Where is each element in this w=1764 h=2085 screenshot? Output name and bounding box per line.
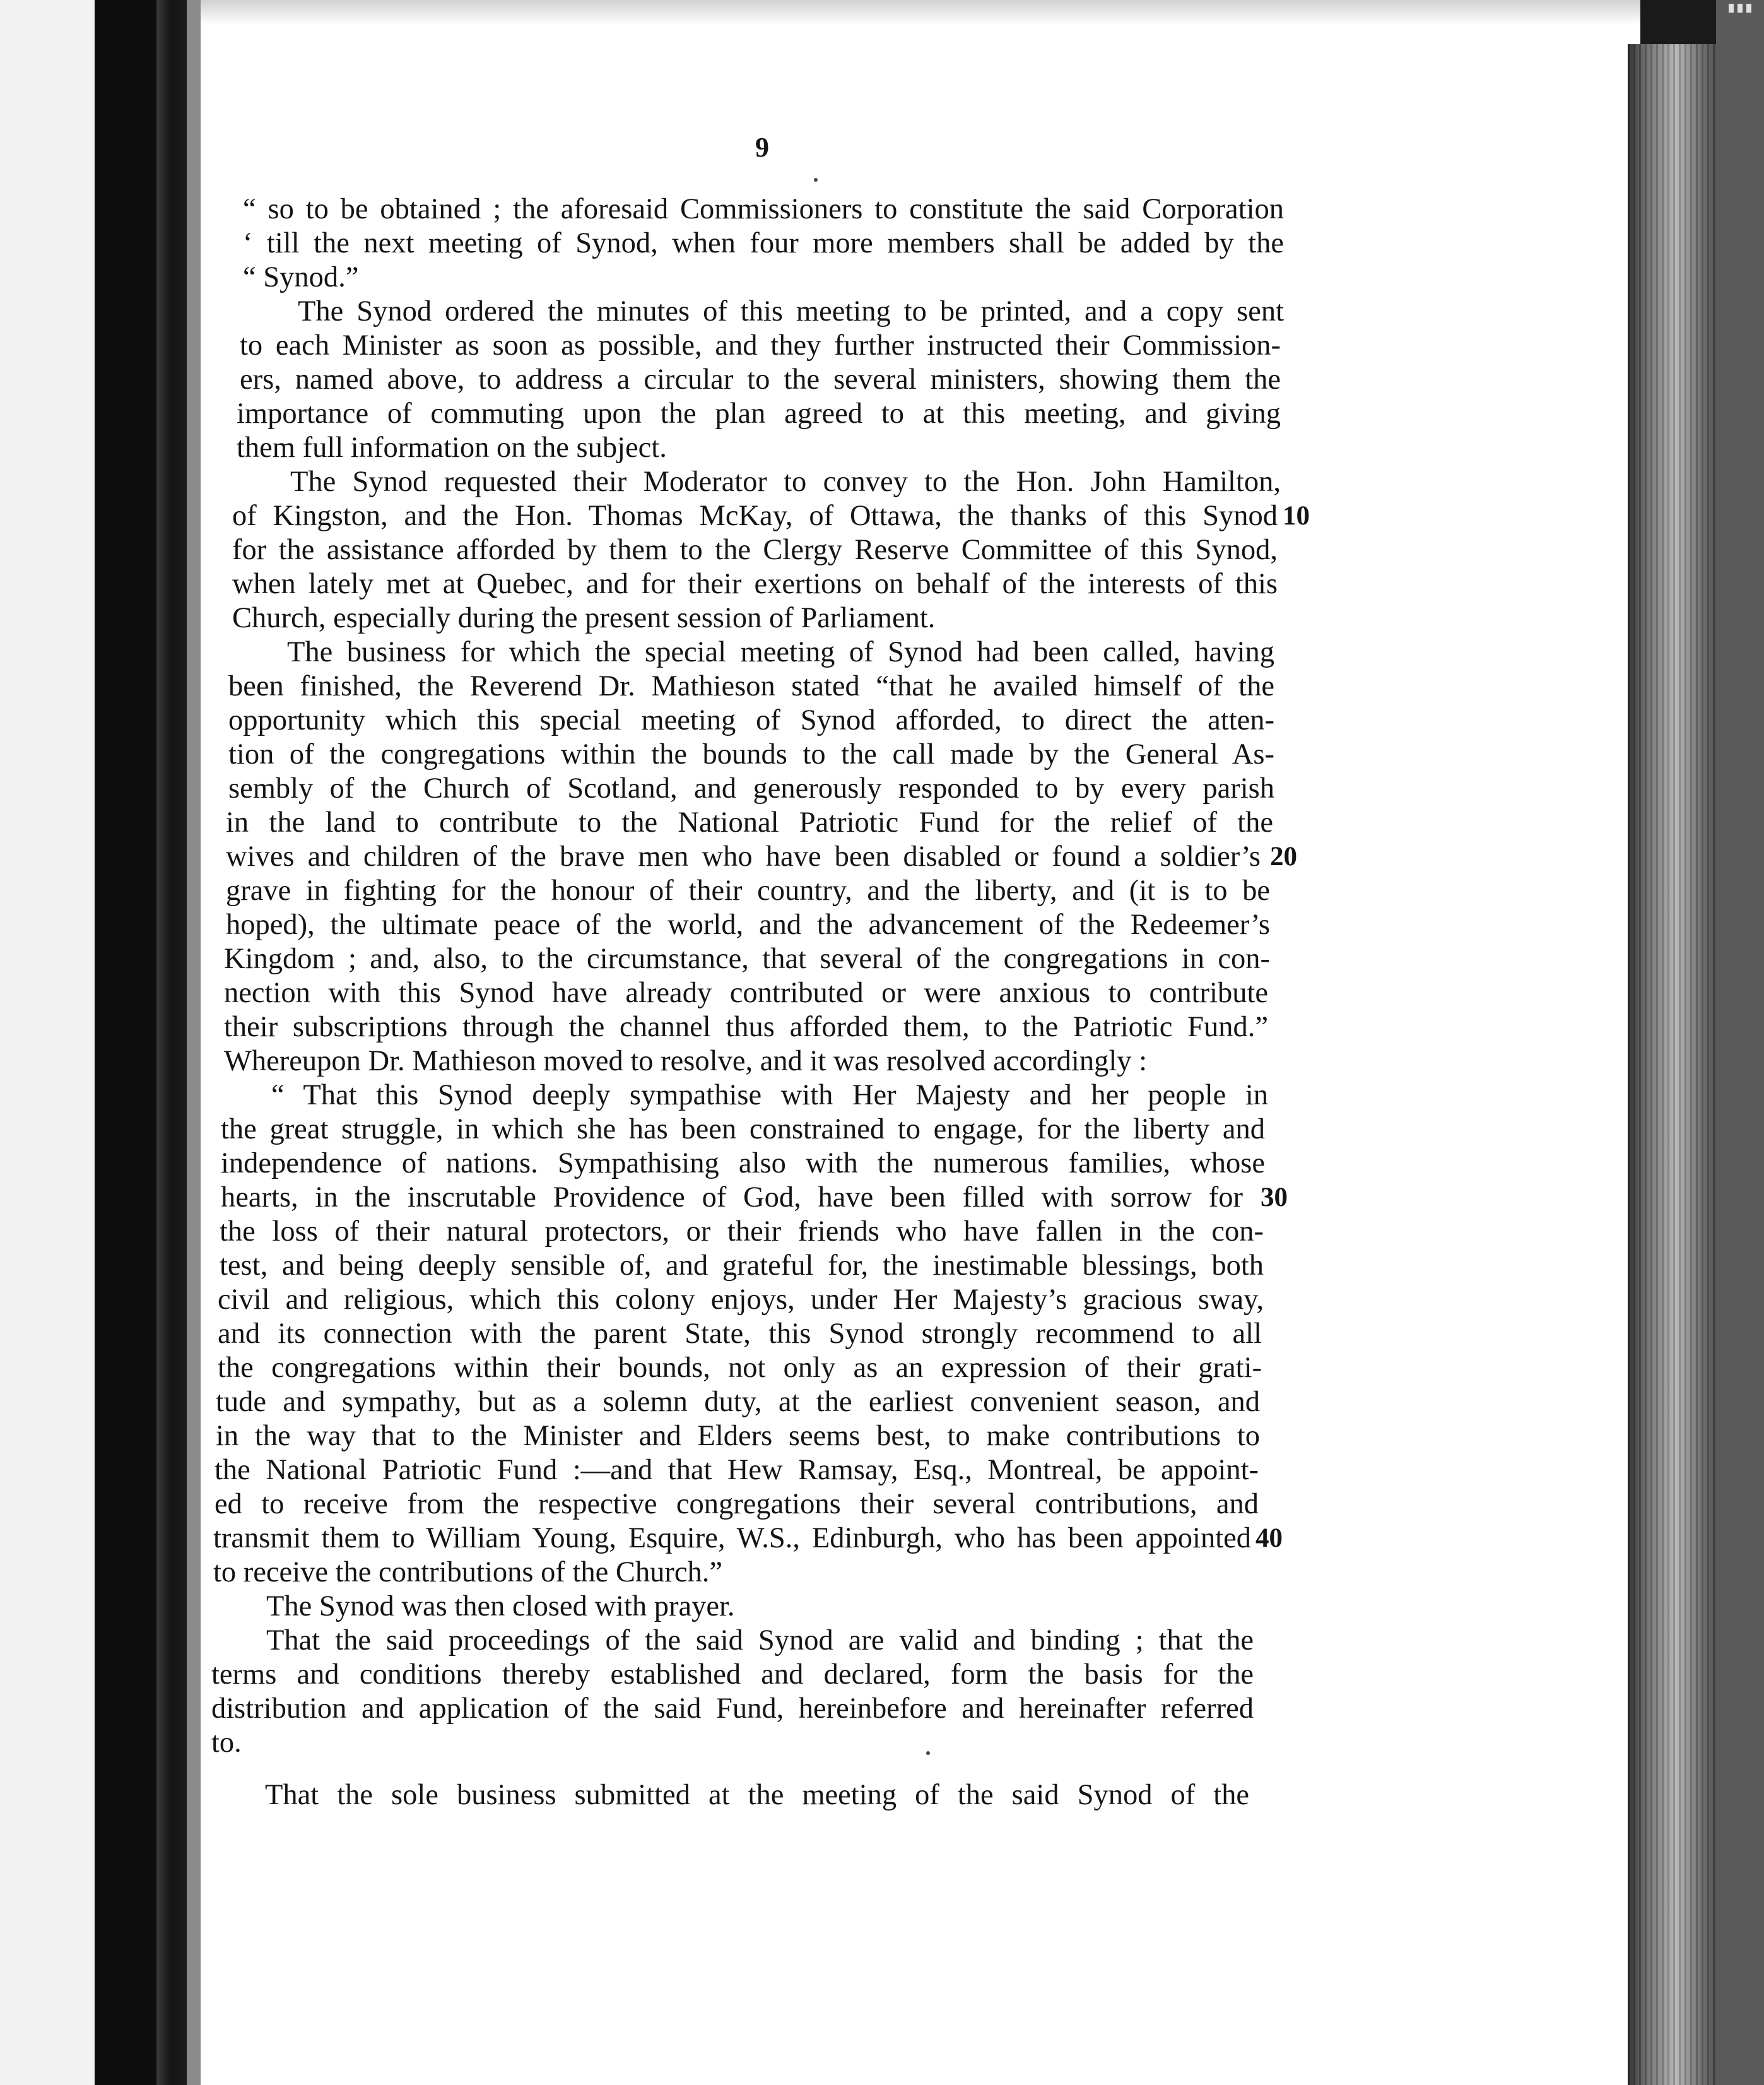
corner-mark (1729, 4, 1760, 15)
text-line: in the way that to the Minister and Elders seems best, to make contributions to (216, 1420, 1260, 1452)
text-line: The Synod requested their Moderator to convey to the Hon. John Hamilton, (290, 466, 1281, 498)
text-line: in the land to contribute to the National Patriotic Fund for the relief of the (226, 806, 1273, 839)
left-margin (0, 0, 95, 2085)
text-line: distribution and application of the said Fund, hereinbefore and hereinafter referred (211, 1692, 1254, 1725)
text-line: grave in fighting for the honour of their country, and the liberty, and (it is to be (226, 875, 1270, 907)
text-line: to each Minister as soon as possible, and they further instructed their Commission- (240, 329, 1281, 362)
text-line: “ Synod.” (243, 261, 359, 293)
text-line: to receive the contributions of the Church.” (213, 1556, 723, 1588)
text-line: “ so to be obtained ; the aforesaid Commissioners to constitute the said Corporation (243, 193, 1284, 225)
margin-line-number: 30 (1261, 1183, 1288, 1212)
right-margin (1716, 0, 1764, 2085)
text-line: ed to receive from the respective congregations their several contributions, and (215, 1488, 1259, 1520)
text-line: tude and sympathy, but as a solemn duty, at the earliest convenient season, and (216, 1386, 1260, 1418)
text-line: them full information on the subject. (237, 432, 667, 464)
text-line: hoped), the ultimate peace of the world, and the advancement of the Redeemer’s (226, 909, 1270, 941)
text-line: That the said proceedings of the said Synod are valid and binding ; that the (266, 1624, 1254, 1657)
text-line: to. (211, 1727, 242, 1759)
text-line: Kingdom ; and, also, to the circumstance, that several of the congregations in con- (224, 943, 1270, 975)
margin-line-number: 20 (1270, 842, 1297, 871)
text-line: the congregations within their bounds, not only as an expression of their grati- (218, 1352, 1262, 1384)
text-line: That the sole business submitted at the meeting of the said Synod of the (265, 1779, 1249, 1811)
text-line: and its connection with the parent State, this Synod strongly recommend to all (218, 1318, 1262, 1350)
text-line: test, and being deeply sensible of, and grateful for, the inestimable blessings, both (220, 1249, 1264, 1282)
text-line: nection with this Synod have already contributed or were anxious to contribute (224, 977, 1268, 1009)
text-line: the National Patriotic Fund :—and that Hew Ramsay, Esq., Montreal, be appoint- (215, 1454, 1259, 1486)
page-number: 9 (755, 132, 769, 163)
text-line: hearts, in the inscrutable Providence of God, have been filled with sorrow for (221, 1181, 1243, 1214)
text-line: for the assistance afforded by them to the Clergy Reserve Committee of this Synod, (232, 534, 1278, 566)
text-line: the loss of their natural protectors, or their friends who have fallen in the con- (220, 1215, 1264, 1248)
page-stack-lines (1628, 44, 1716, 2085)
text-line: their subscriptions through the channel thus afforded them, to the Patriotic Fund.” (224, 1011, 1268, 1043)
text-line: Whereupon Dr. Mathieson moved to resolve, and it was resolved accordingly : (224, 1045, 1148, 1077)
text-line: civil and religious, which this colony enjoys, under Her Majesty’s gracious sway, (218, 1284, 1264, 1316)
text-line: Church, especially during the present session of Parliament. (232, 602, 936, 634)
text-line: been finished, the Reverend Dr. Mathieson stated “that he availed himself of the (228, 670, 1274, 702)
text-line: wives and children of the brave men who have been disabled or found a soldier’s (226, 841, 1261, 873)
text-line: importance of commuting upon the plan agreed to at this meeting, and giving (237, 398, 1281, 430)
ink-speck (926, 1751, 930, 1755)
text-line: The business for which the special meeting of Synod had been called, having (287, 636, 1274, 668)
text-line: opportunity which this special meeting of Synod afforded, to direct the atten- (228, 704, 1274, 736)
page-gutter (187, 0, 201, 2085)
text-line: The Synod ordered the minutes of this meeting to be printed, and a copy sent (298, 295, 1284, 328)
page-shadow (201, 0, 1640, 25)
margin-line-number: 40 (1255, 1523, 1283, 1553)
text-line: of Kingston, and the Hon. Thomas McKay, of Ottawa, the thanks of this Synod (232, 500, 1278, 532)
text-line: independence of nations. Sympathising also with the numerous families, whose (221, 1147, 1265, 1179)
text-line: terms and conditions thereby established and declared, form the basis for the (211, 1658, 1254, 1691)
text-line: tion of the congregations within the bounds to the call made by the General As- (228, 738, 1274, 771)
text-line: when lately met at Quebec, and for their exertions on behalf of the interests of this (232, 568, 1278, 600)
margin-line-number: 10 (1283, 501, 1310, 531)
text-line: the great struggle, in which she has been constrained to engage, for the liberty and (221, 1113, 1265, 1145)
text-line: transmit them to William Young, Esquire, W.S., Edinburgh, who has been appointed (213, 1522, 1251, 1554)
text-line: The Synod was then closed with prayer. (266, 1590, 735, 1622)
text-line: “ That this Synod deeply sympathise with Her Majesty and her people in (271, 1079, 1268, 1111)
text-line: ‘ till the next meeting of Synod, when four more members shall be added by the (243, 227, 1284, 259)
text-line: sembly of the Church of Scotland, and generously responded to by every parish (228, 772, 1274, 805)
text-line: ers, named above, to address a circular to the several ministers, showing them the (240, 363, 1281, 396)
ink-speck (814, 178, 818, 182)
